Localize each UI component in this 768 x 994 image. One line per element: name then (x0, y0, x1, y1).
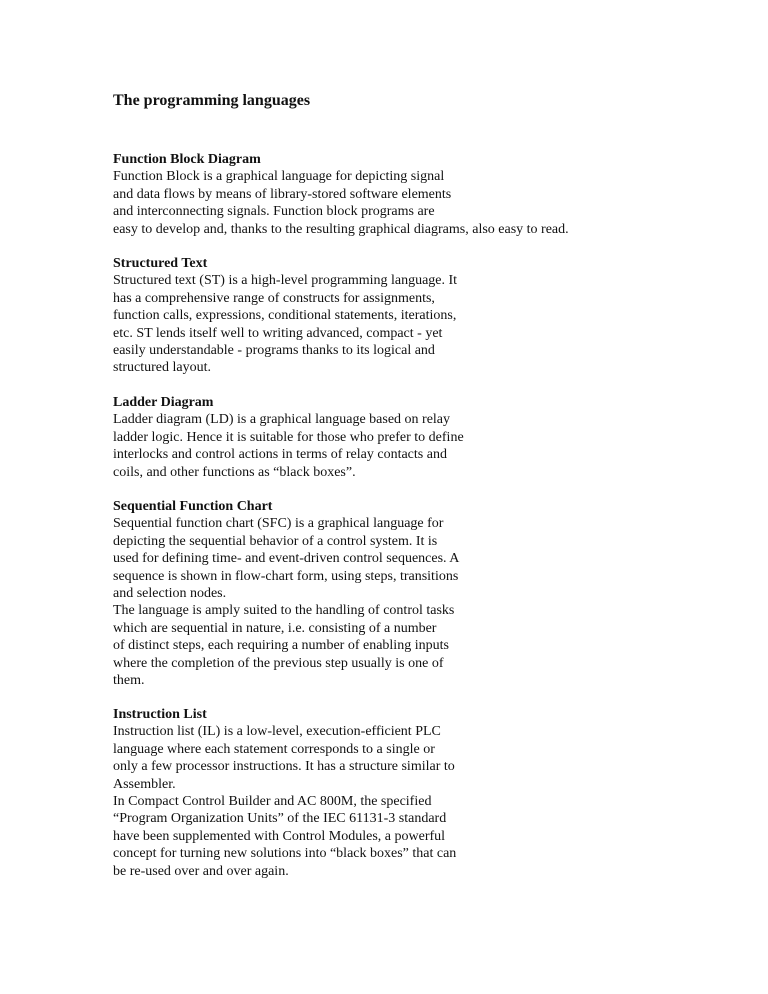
section-heading: Ladder Diagram (113, 395, 214, 410)
paragraph-line: only a few processor instructions. It has a structure similar to (113, 759, 455, 775)
section-heading: Instruction List (113, 707, 207, 722)
paragraph-line: coils, and other functions as “black boxes”. (113, 464, 356, 480)
paragraph-line: Structured text (ST) is a high-level programming language. It (113, 273, 458, 289)
paragraph-line: ladder logic. Hence it is suitable for those who prefer to define (113, 429, 464, 445)
paragraph-line: and data flows by means of library-stored software elements (113, 186, 452, 202)
section-function-block-diagram (113, 151, 753, 238)
paragraph-line: and selection nodes. (113, 586, 227, 602)
paragraph-line: which are sequential in nature, i.e. consisting of a number (113, 620, 437, 636)
paragraph-line: The language is amply suited to the handling of control tasks (113, 603, 455, 619)
paragraph-line: sequence is shown in flow-chart form, using steps, transitions (113, 568, 459, 584)
section-structured-text (113, 255, 753, 377)
paragraph-line: have been supplemented with Control Modules, a powerful (113, 828, 446, 844)
paragraph-line: Sequential function chart (SFC) is a graphical language for (113, 516, 444, 532)
paragraph-line: In Compact Control Builder and AC 800M, the specified (113, 794, 432, 810)
paragraph-line: function calls, expressions, conditional statements, iterations, (113, 308, 457, 324)
paragraph-line: Function Block is a graphical language for depicting signal (113, 169, 445, 185)
paragraph-line: language where each statement corresponds to a single or (113, 741, 435, 757)
page-title: The programming languages (113, 92, 311, 109)
paragraph-line: structured layout. (113, 360, 211, 376)
paragraph-line: interlocks and control actions in terms of relay contacts and (113, 447, 447, 463)
paragraph-line: easily understandable - programs thanks to its logical and (113, 343, 435, 359)
paragraph-line: Instruction list (IL) is a low-level, execution-efficient PLC (113, 724, 441, 740)
paragraph-line: etc. ST lends itself well to writing advanced, compact - yet (113, 325, 443, 341)
paragraph-line: of distinct steps, each requiring a number of enabling inputs (113, 638, 449, 654)
paragraph-line: used for defining time- and event-driven control sequences. A (113, 551, 460, 567)
paragraph-line: be re-used over and over again. (113, 863, 289, 879)
paragraph-line: has a comprehensive range of constructs for assignments, (113, 290, 435, 306)
section-instruction-list (113, 706, 753, 880)
paragraph-line: “Program Organization Units” of the IEC 61131-3 standard (113, 811, 447, 827)
paragraph-line: Assembler. (113, 776, 176, 792)
paragraph-line: Ladder diagram (LD) is a graphical language based on relay (113, 412, 451, 428)
paragraph-line: easy to develop and, thanks to the resulting graphical diagrams, also easy to read. (113, 221, 569, 237)
section-ladder-diagram (113, 394, 753, 481)
paragraph-line: and interconnecting signals. Function block programs are (113, 204, 435, 220)
paragraph-line: where the completion of the previous step usually is one of (113, 655, 444, 671)
section-heading: Sequential Function Chart (113, 499, 273, 514)
section-heading: Function Block Diagram (113, 152, 261, 167)
section-heading: Structured Text (113, 256, 208, 271)
paragraph-line: depicting the sequential behavior of a control system. It is (113, 533, 438, 549)
section-sequential-function-chart (113, 498, 753, 689)
paragraph-line: them. (113, 673, 145, 689)
paragraph-line: concept for turning new solutions into “black boxes” that can (113, 846, 457, 862)
